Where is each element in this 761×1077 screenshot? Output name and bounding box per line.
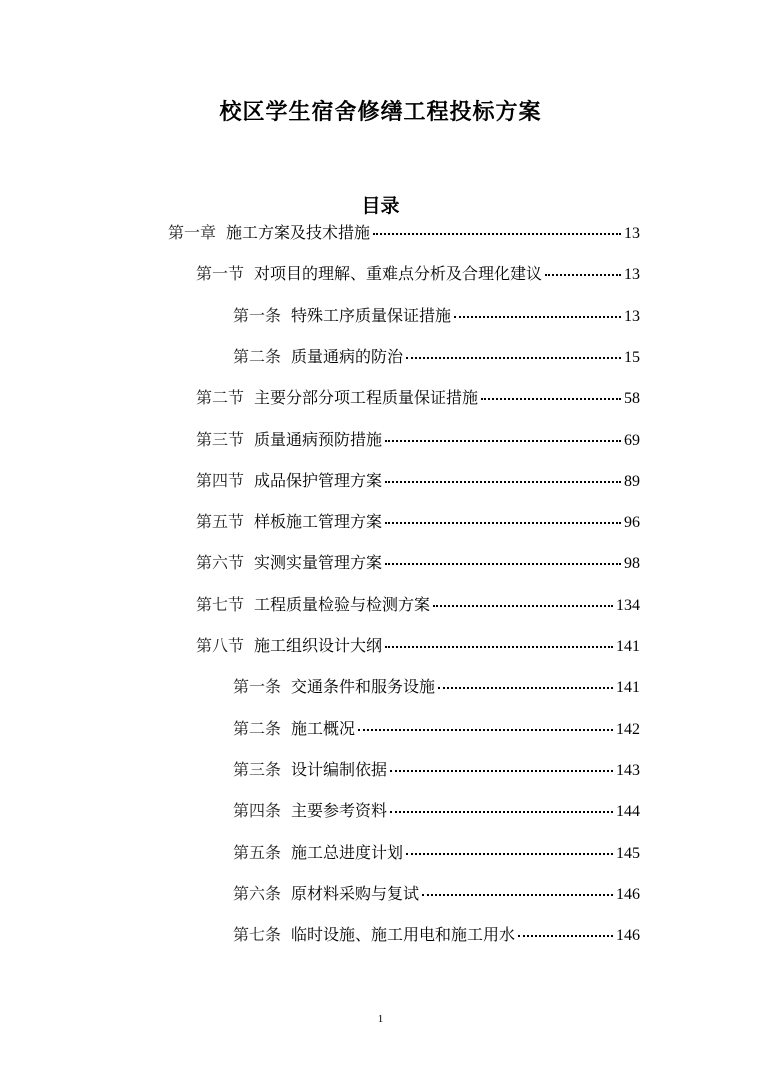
toc-entry-number: 第七节	[196, 594, 245, 614]
toc-entry-page: 145	[616, 844, 640, 862]
toc-entry-page: 15	[624, 348, 640, 366]
dot-leader	[438, 687, 613, 689]
dot-leader	[390, 811, 613, 813]
toc-entry-page: 141	[616, 638, 640, 655]
toc-entry-page: 146	[616, 885, 640, 903]
toc-entry-title: 质量通病预防措施	[254, 429, 383, 449]
toc-entry[interactable]	[196, 509, 640, 533]
toc-entry-number: 第三条	[233, 759, 282, 779]
dot-leader	[385, 522, 621, 524]
toc-entry[interactable]	[196, 261, 640, 285]
toc-entry[interactable]	[196, 468, 640, 492]
toc-entry-page: 69	[624, 431, 640, 449]
toc-entry-number: 第二节	[196, 388, 245, 408]
toc-entry[interactable]	[233, 674, 640, 698]
toc-entry-title: 质量通病的防治	[291, 346, 404, 366]
toc-entry-title: 设计编制依据	[291, 759, 388, 779]
dot-leader	[481, 398, 621, 400]
toc-entry-number: 第八节	[196, 636, 245, 655]
toc-entry-title: 施工总进度计划	[291, 842, 404, 862]
toc-entry-title: 临时设施、施工用电和施工用水	[291, 925, 516, 945]
dot-leader	[385, 563, 621, 565]
dot-leader	[406, 357, 621, 359]
toc-entry-number: 第一节	[196, 264, 245, 284]
toc-entry-page: 13	[624, 225, 640, 242]
dot-leader	[422, 894, 613, 896]
toc-entry-title: 原材料采购与复试	[291, 883, 420, 903]
toc-entry-title: 样板施工管理方案	[254, 512, 383, 532]
toc-entry[interactable]	[233, 798, 640, 822]
toc-entry-number: 第一条	[233, 305, 282, 325]
toc-entry-page: 144	[616, 803, 640, 821]
toc-entry-title: 工程质量检验与检测方案	[254, 594, 431, 614]
toc-entry-number: 第六节	[196, 553, 245, 573]
dot-leader	[433, 605, 613, 607]
toc-entry-page: 142	[616, 720, 640, 738]
dot-leader	[454, 316, 621, 318]
dot-leader	[518, 935, 613, 937]
toc-entry-page: 146	[616, 927, 640, 945]
toc-entry[interactable]	[233, 922, 640, 946]
toc-entry-number: 第一条	[233, 677, 282, 697]
toc-entry-page: 13	[624, 307, 640, 325]
toc-entry-number: 第四节	[196, 470, 245, 490]
toc-entry-title: 主要参考资料	[291, 801, 388, 821]
page-number: 1	[377, 1013, 384, 1025]
toc-entry-number: 第四条	[233, 801, 282, 821]
toc-entry[interactable]	[196, 592, 640, 616]
toc-entry-title: 主要分部分项工程质量保证措施	[254, 388, 479, 408]
dot-leader	[545, 274, 621, 276]
document-title: 校区学生宿舍修缮工程投标方案	[219, 100, 542, 125]
toc-entry-title: 施工概况	[291, 718, 356, 738]
toc-entry[interactable]	[196, 550, 640, 574]
toc-entry-number: 第六条	[233, 883, 282, 903]
dot-leader	[385, 481, 621, 483]
toc-entry-title: 对项目的理解、重难点分析及合理化建议	[254, 264, 543, 284]
toc-entry[interactable]	[233, 757, 640, 781]
toc-entry[interactable]	[233, 344, 640, 368]
dot-leader	[406, 853, 613, 855]
toc-entry-title: 交通条件和服务设施	[291, 677, 436, 697]
toc-heading: 目录	[361, 195, 400, 217]
toc-entry-page: 98	[624, 555, 640, 573]
dot-leader	[390, 770, 613, 772]
toc-entry-number: 第二条	[233, 346, 282, 366]
toc-entry-page: 89	[624, 472, 640, 490]
toc-entry[interactable]	[196, 427, 640, 451]
toc-entry-page: 96	[624, 514, 640, 532]
toc-entry-number: 第三节	[196, 429, 245, 449]
dot-leader	[358, 729, 613, 731]
toc-entry-number: 第五节	[196, 512, 245, 532]
toc-entry-title: 实测实量管理方案	[254, 553, 383, 573]
toc-entry-page: 58	[624, 390, 640, 408]
toc-entry[interactable]	[196, 385, 640, 409]
toc-entry[interactable]	[233, 881, 640, 905]
toc-entry-page: 143	[616, 761, 640, 779]
toc-entry[interactable]	[233, 840, 640, 864]
dot-leader	[373, 233, 621, 235]
toc-entry-number: 第五条	[233, 842, 282, 862]
toc-entry-title: 施工方案及技术措施	[226, 223, 371, 242]
dot-leader	[385, 646, 613, 648]
toc-entry[interactable]	[233, 303, 640, 327]
toc-entry-number: 第一章	[168, 223, 217, 242]
dot-leader	[385, 440, 621, 442]
toc-entry-page: 134	[616, 596, 640, 614]
toc-entry-page: 13	[624, 266, 640, 284]
toc-entry-title: 成品保护管理方案	[254, 470, 383, 490]
toc-entry-number: 第七条	[233, 925, 282, 945]
toc-entry-title: 特殊工序质量保证措施	[291, 305, 452, 325]
toc-entry[interactable]	[196, 633, 640, 657]
toc-entry-number: 第二条	[233, 718, 282, 738]
toc-entry-title: 施工组织设计大纲	[254, 636, 383, 655]
toc-entry[interactable]	[168, 220, 640, 244]
toc-entry[interactable]	[233, 716, 640, 740]
toc-entry-page: 141	[616, 679, 640, 697]
